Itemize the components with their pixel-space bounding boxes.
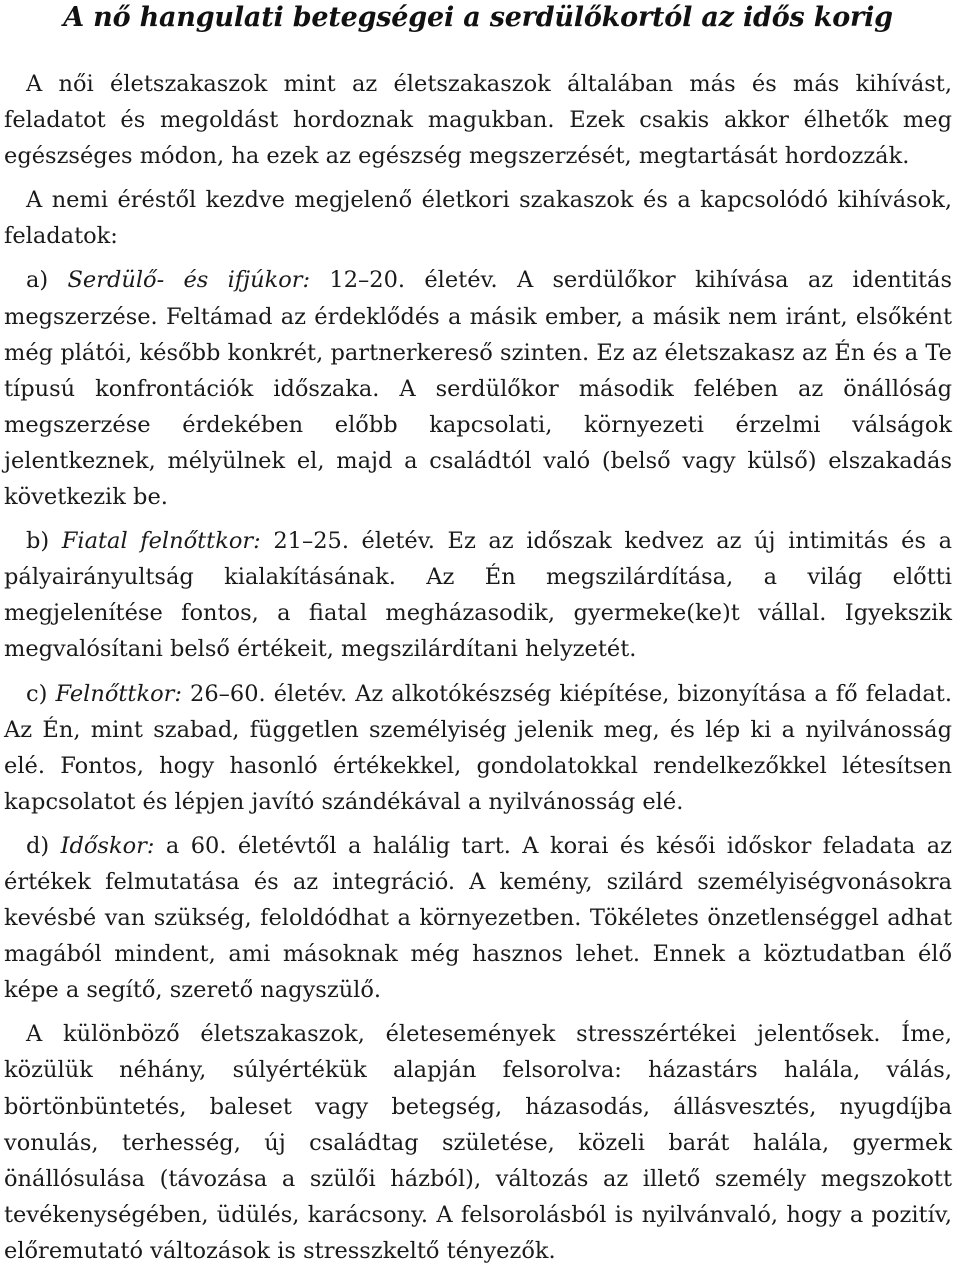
stage-a-text: 12–20. életév. A serdülőkor kihívása az identitás megszerzése. Feltámad az érdeklődés a másik ember, a másik nem iránt, elsőként még plátói, később konkrét, partnerkereső szinten. Ez az életszakasz az Én és a Te típusú konfrontációk időszaka. A serdülőkor második felében az önállóság megszerzése érdekében előbb kapcsolati, környezeti érzelmi válságok jelentkeznek, mélyülnek el, majd a családtól való (belső vagy külső) elszakadás következik be. [4, 267, 953, 511]
stage-c-marker: c) [26, 680, 48, 707]
stage-b-label: Fiatal felnőttkor: [61, 528, 261, 555]
stage-c-label: Felnőttkor: [55, 680, 182, 707]
stage-d-paragraph [4, 828, 952, 1008]
stage-d-text: a 60. életévtől a halálig tart. A korai és késői időskor feladata az értékek felmutatása és az integráció. A kemény, szilárd személyiségvonásokra kevésbé van szükség, feloldódhat a környezetben. Tökéletes önzetlenséggel adhat magából mindent, ami másoknak még hasznos lehet. Ennek a köztudatban élő képe a segítő, szerető nagyszülő. [4, 832, 953, 1004]
page-title: A nő hangulati betegségei a serdülőkortól az idős korig [63, 2, 893, 33]
stage-b-marker: b) [26, 528, 50, 555]
stage-c-paragraph [4, 676, 952, 820]
stage-c-text: 26–60. életév. Az alkotókészség kiépítése, bizonyítása a fő feladat. Az Én, mint szabad, független személyiség jelenik meg, és lép ki a nyilvánosság elé. Fontos, hogy hasonló értékekkel, gondolatokkal rendelkezőkkel létesítsen kapcsolatot és lépjen javító szándékával a nyilvánosság elé. [4, 680, 952, 815]
stage-d-label: Időskor: [60, 832, 155, 859]
closing-paragraph: A különböző életszakaszok, életesemények stresszértékei jelentősek. Íme, közülük néhány, súlyértékük alapján felsorolva: házastárs halála, válás, börtönbüntetés, baleset vagy betegség, házasodás, állásvesztés, nyugdíjba vonulás, terhesség, új családtag születése, közeli barát halála, gyermek önállósulása (távozása a szülői házból), változás az illető személy megszokott tevékenységében, üdülés, karácsony. A felsorolásból is nyilvánvaló, hogy a pozitív, előremutató változások is stresszkeltő tényezők. [4, 1021, 952, 1264]
stage-a-label: Serdülő- és ifjúkor: [67, 267, 311, 294]
stage-b-text: 21–25. életév. Ez az időszak kedvez az új intimitás és a pályairányultság kialakításának. Az Én megszilárdítása, a világ előtti megjelenítése fontos, a fiatal megházasodik, gyermeke(ke)t vállal. Igyekszik megvalósítani belső értékeit, megszilárdítani helyzetét. [4, 528, 952, 663]
stage-d-marker: d) [26, 832, 50, 859]
stage-a-marker: a) [26, 267, 49, 294]
stages-intro-paragraph: A nemi éréstől kezdve megjelenő életkori szakaszok és a kapcsolódó kihívások, feladatok: [4, 187, 952, 250]
intro-paragraph: A női életszakaszok mint az életszakaszok általában más és más kihívást, feladatot és megoldást hordoznak magukban. Ezek csakis akkor élhetők meg egészséges módon, ha ezek az egészség megszerzését, megtartását hordozzák. [4, 71, 952, 170]
stage-b-paragraph [4, 523, 952, 667]
stage-a-paragraph [4, 262, 952, 515]
